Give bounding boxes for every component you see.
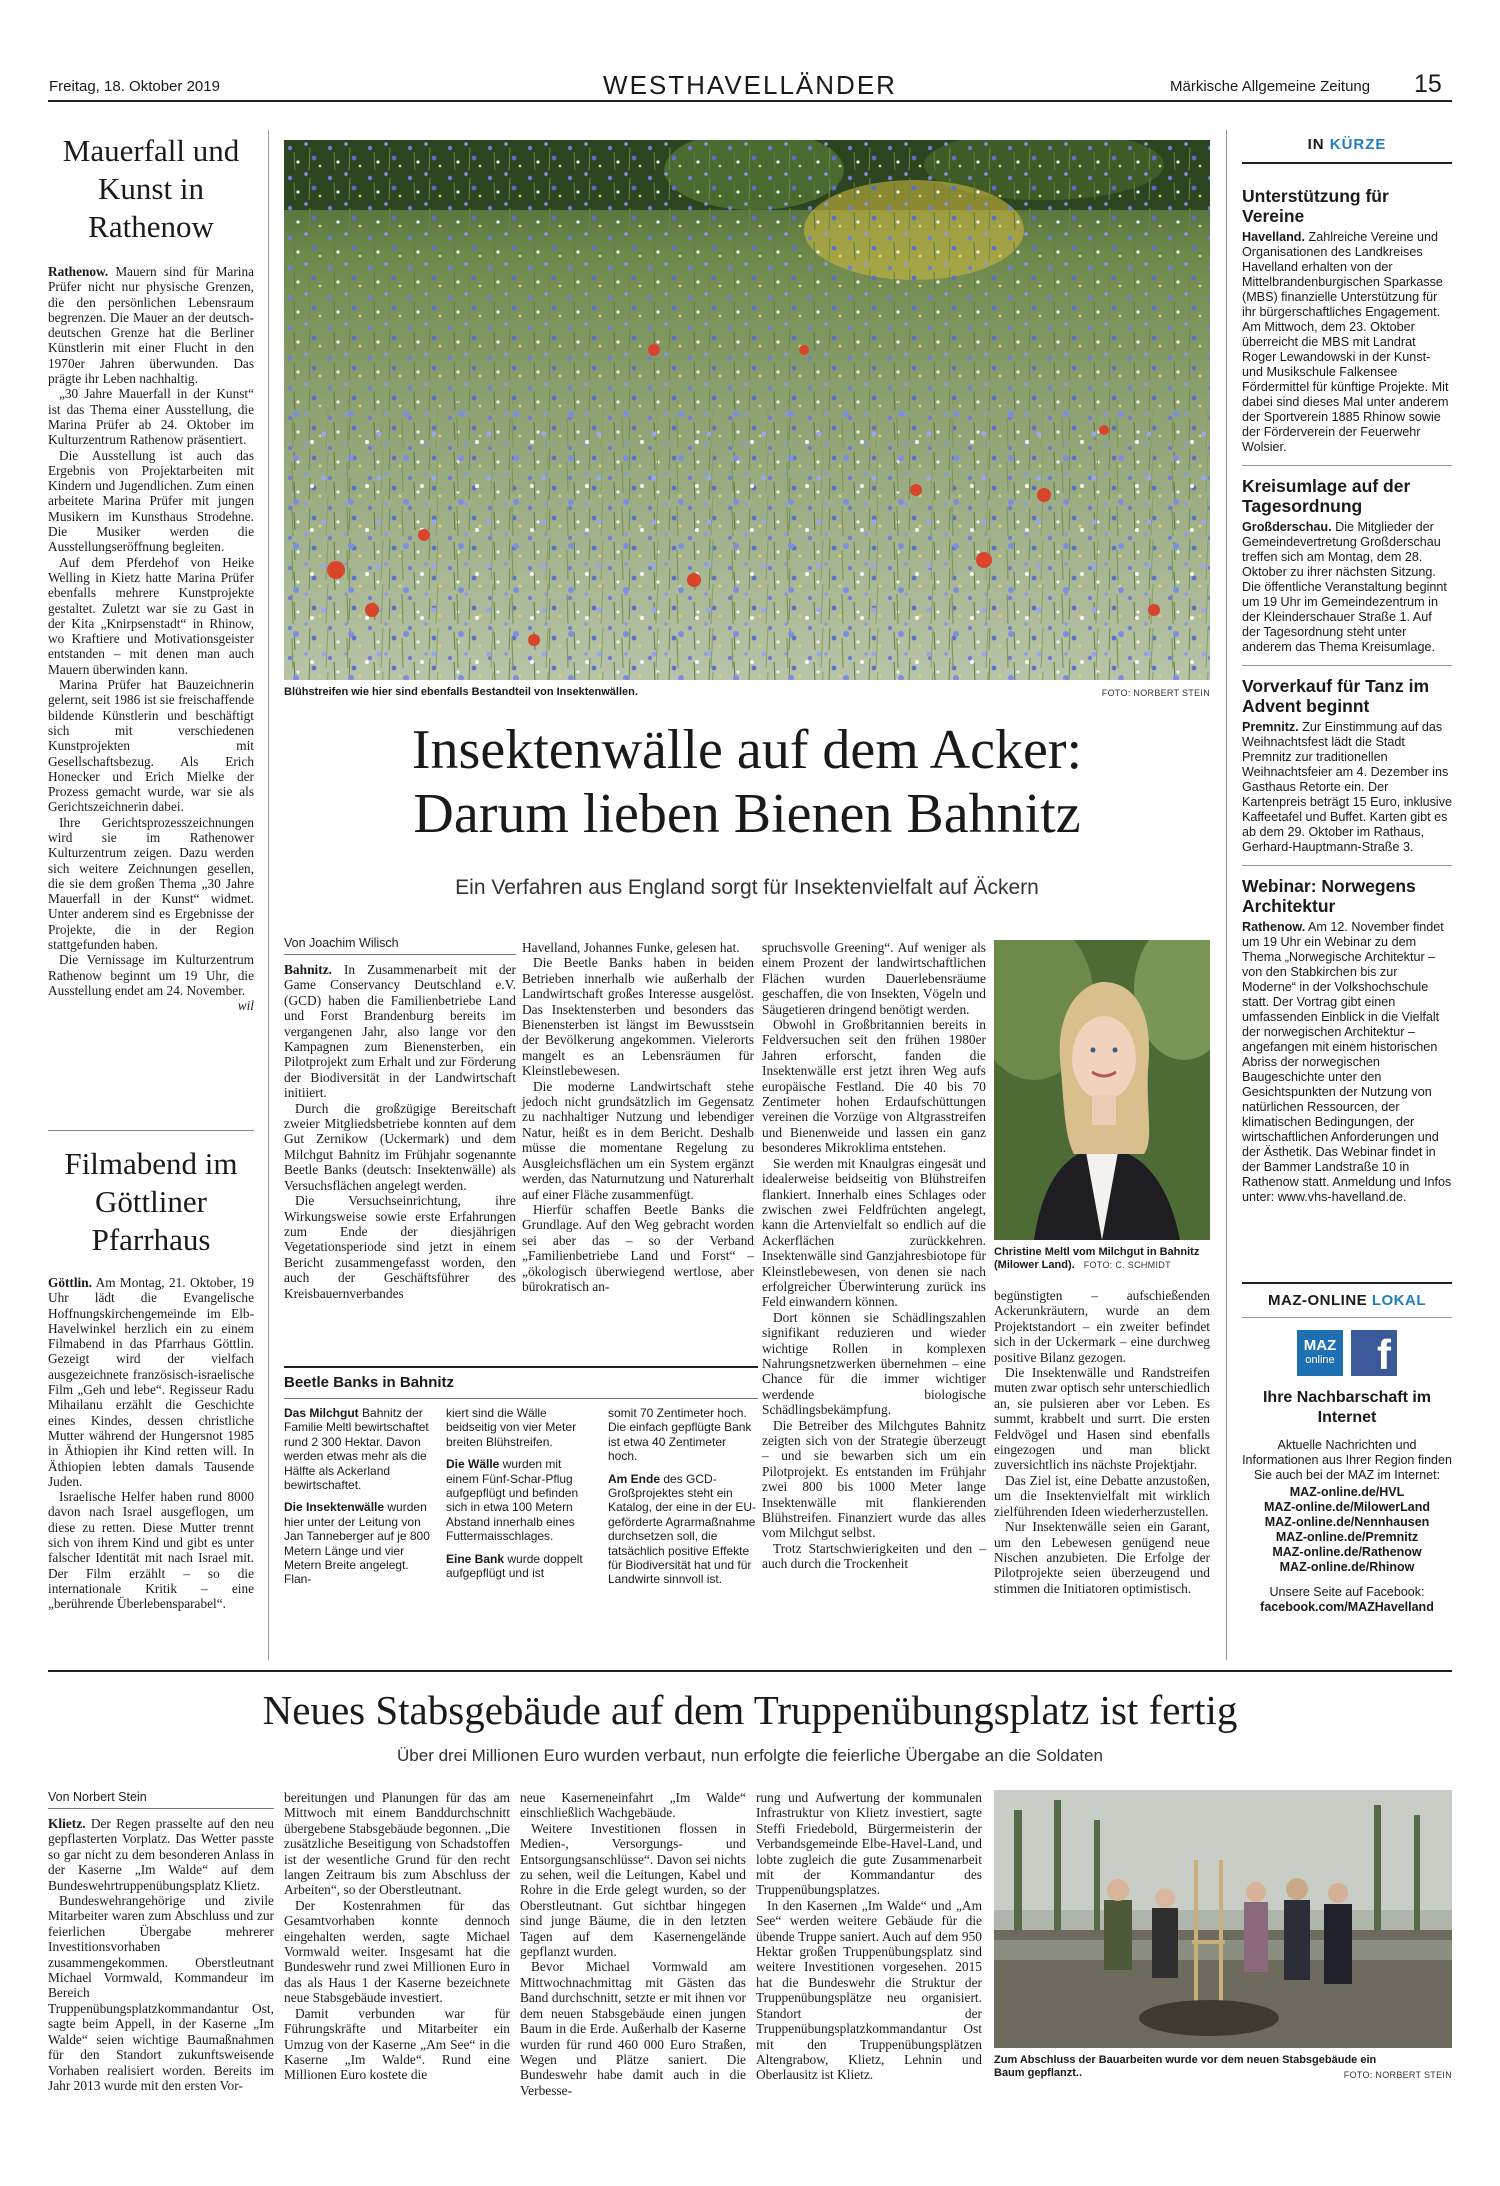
brief-location: Premnitz. (1242, 720, 1299, 734)
maz-box-title (1242, 1292, 1452, 1309)
maz-fb-intro: Unsere Seite auf Facebook: (1269, 1585, 1425, 1599)
main-column-1 (284, 962, 516, 1301)
main-paragraph: Die Betreiber des Milchgutes Bahnitz zeigten sich von der Strategie überzeugt – und sie bewarben sich um ein Pilotprojekt. Es entstanden im Frühjahr zwei 800 bis 1000 Meter lange Insektenwälle mit flankierenden Blühstreifen. Finanziert wurde das alles vom Milchgut selbst. (762, 1417, 986, 1541)
brief-location: Havelland. (1242, 230, 1305, 244)
maz-logo-bottom: online (1305, 1354, 1335, 1366)
brief-location: Rathenow. (1242, 920, 1306, 934)
infobox-column-3 (608, 1406, 758, 1587)
brief-text: Zahlreiche Vereine und Organisationen des Landkreises Havelland erhalten von der Mittelbrandenburgischen Sparkasse (MBS) finanzielle Unterstützung für ihr bürgerschaftliches Engagement. Am Mittwoch, dem 23. Oktober überreicht die MBS mit Landrat Roger Lewandowski in der Kunst- und Musikschule Falkensee Fördermittel für künftige Projekte. Mit dabei sind dieses Mal unter anderem der Sportverein 1885 Rhinow sowie der Förderverein der Feuerwehr Wolsier. (1242, 230, 1449, 454)
brief-location: Großderschau. (1242, 520, 1332, 534)
main-headline (284, 718, 1210, 846)
meadow-photo (284, 140, 1210, 680)
main-paragraph: Hierfür schaffen Beetle Banks die Grundlage. Auf den Weg gebracht worden sei aber das – so der Verband „Familienbetriebe Land und Forst“ – „ökologisch überwiegend wertlose, aber bürokratisch an- (522, 1201, 754, 1294)
bottom-headline: Neues Stabsgebäude auf dem Truppenübungsplatz ist fertig (262, 1687, 1238, 1733)
brief-text: Am 12. November findet um 19 Uhr ein Webinar zu dem Thema „Norwegische Architektur – von den Stabkirchen bis zur Moderne“ in der Volkshochschule statt. Der Vortrag gibt einen umfassenden Einblick in die Vielfalt der norwegischen Architektur – angefangen mit einem historischen Abriss der norwegischen Baugeschichte unter den Gesichtspunkten der Nutzung von natürlichen Ressourcen, der klimatischen Bedingungen, der wirtschaftlichen Anforderungen und der Ästhetik. Das Webinar findet in der Bammer Landstraße 10 in Rathenow statt. Anmeldung und Infos unter: www.vhs-havelland.de. (1242, 920, 1452, 1204)
portrait-photo-image (994, 940, 1210, 1240)
portrait-caption (994, 1246, 1210, 1272)
maz-link[interactable]: MAZ-online.de/Nennhausen (1264, 1515, 1430, 1529)
infobox-title-rule (284, 1398, 758, 1399)
article-lead: Am Montag, 21. Oktober, 19 Uhr lädt die Evangelische Hoffnungskirchengemeinde im Elb-Havelwinkel herzlich ein zu einem Filmabend in das Pfarrhaus Göttlin. Gezeigt wird der vielfach ausgezeichnete französisch-israelische Film „Geh und lebe“. Regisseur Radu Mihailanu erzählt die Geschichte eines Kindes, dessen christliche Mutter während der Hungersnot 1985 in Äthiopien ihr Kind retten will. In Äthiopien lebten damals Tausende Juden. (48, 1275, 254, 1489)
infobox-text: des GCD-Großprojektes steht ein Katalog, der eine in der EU-geförderte Agrarmaßnahme durchsetzen soll, die tatsächlich positive Effekte für Biodiversität hat und für Landwirte sinnvoll ist. (608, 1471, 757, 1587)
main-paragraph: Havelland, Johannes Funke, gelesen hat. (522, 940, 740, 955)
bottom-paragraph: Weitere Investitionen flossen in Medien-, Versorgungs- und Entsorgungsanschlüsse“. Davon sei nichts zu sehen, weil die Leitungen, Kabel und Rohre in die Erde gelegt wurden, so der Oberstleutnant. Gut sichtbar hingegen sind junge Bäume, die in den letzten Tagen auf dem Kasernengelände gepflanzt wurden. (520, 1820, 746, 1960)
main-paragraph: Dort können sie Schädlingszahlen signifikant reduzieren und wieder wichtige Rollen in komplexen Nahrungsnetzwerken übernehmen – eine Chance für die immer wichtiger werdende biologische Schädlingsbekämpfung. (762, 1309, 986, 1418)
infobox-text: wurde doppelt aufgepflügt und ist (446, 1551, 583, 1581)
article-paragraph: Die Vernissage im Kulturzentrum Rathenow beginnt um 19 Uhr, die Ausstellung endet am 24. November. (48, 952, 254, 998)
main-paragraph: Die moderne Landwirtschaft stehe jedoch nicht grundsätzlich im Gegensatz zu nachhaltiger Nutzung und lebendiger Natur, heißt es in dem Bericht. Deshalb müsse die momentane Regelung zu Ausgleichsflächen um ein System ergänzt werden, das Naturnutzung und Naturerhalt auf einer Fläche zusammenfügt. (522, 1078, 754, 1202)
article-paragraph: Israelische Helfer haben rund 8000 davon nach Israel ausgeflogen, um diese zu retten. Diese Mutter trennt sich von ihrem Kind und gibt es unter falscher Identität mit nach Israel mit. Der Film erzählt – so die internationale Kritik – eine „berührende Überlebensparabel“. (48, 1489, 254, 1612)
maz-online-logo[interactable] (1297, 1330, 1343, 1376)
bottom-column-2 (284, 1790, 510, 2083)
sidebar-brief (1242, 186, 1452, 455)
infobox-text: kiert sind die Wälle beidseitig von vier Meter breiten Blühstreifen. (446, 1406, 577, 1449)
brief-separator (1242, 465, 1452, 466)
maz-link[interactable]: MAZ-online.de/Rathenow (1272, 1545, 1422, 1559)
infobox-text: Bahnitz der Familie Meltl bewirtschaftet rund 2 300 Hektar. Davon werden etwas mehr als die Hälfte als Ackerland bewirtschaftet. (284, 1406, 429, 1493)
main-paragraph: Nur Insektenwälle seien ein Garant, um den Lebewesen genügend neue Nischen anzubieten. Die Erfolge der Pilotprojekte seien überzeugend und stimmen die Initiatoren optimistisch. (994, 1519, 1210, 1596)
maz-link[interactable]: MAZ-online.de/HVL (1289, 1485, 1405, 1499)
brief-separator (1242, 665, 1452, 666)
bottom-paragraph: In den Kasernen „Im Walde“ und „Am See“ werden weitere Gebäude für die übende Truppe saniert. Auch auf dem 950 Hektar großen Truppenübungsplatz sind weitere Investitionen vorgesehen. 2015 hat die Bundeswehr die Struktur der Truppenübungsplätze neu organisiert. Standort der Truppenübungsplatzkommandantur Ost mit den Truppenübungsplätzen Altengrabow, Klietz, Lehnin und Oberlausitz ist Klietz. (756, 1897, 982, 2083)
main-subhead: Ein Verfahren aus England sorgt für Insektenvielfalt auf Äckern (455, 876, 1039, 899)
maz-logos (1242, 1330, 1452, 1376)
meadow-photo-credit: FOTO: NORBERT STEIN (1101, 688, 1210, 698)
tree-planting-photo (994, 1790, 1452, 2048)
main-column-2 (522, 940, 754, 1294)
article-paragraph: Ihre Gerichtsprozesszeichnungen wird sie im Rathenower Kulturzentrum zeigen. Dazu werden sich weitere Zeichnungen gesellen, die sie dem großen Thema „30 Jahre Mauerfall in der Kunst“ widmet. Unter anderem sind es Ergebnisse der Projekte, die in der Region stattgefunden haben. (48, 814, 254, 953)
article-headline: Filmabend im Göttliner Pfarrhaus (64, 1146, 238, 1257)
sidebar-briefs (1242, 186, 1452, 1205)
in-kuerze-rule (1242, 162, 1452, 164)
article-paragraph: Die Ausstellung ist auch das Ergebnis von Projektarbeiten mit Kindern und Jugendlichen. Zum einen arbeitete Marina Prüfer mit jungen Musikern im Kunsthaus Strodehne. Die Musiker werden die Ausstellungseröffnung begleiten. (48, 447, 254, 555)
maz-link[interactable]: MAZ-online.de/Rhinow (1279, 1560, 1415, 1574)
bottom-paragraph: Bevor Michael Vormwald am Mittwochnachmittag mit Gästen das Band durchschnitt, setzte er mit ihnen vor dem neuen Stabsgebäude einen jungen Baum in die Erde. Außerhalb der Kaserne wurden für rund 460 000 Euro Straßen, Wegen und Plätze saniert. Die Bundeswehr habe damit auch in die Verbesse- (520, 1959, 746, 2098)
bottom-column-3 (520, 1790, 746, 2098)
sidebar-brief (1242, 676, 1452, 855)
facebook-letter: f (1377, 1331, 1391, 1378)
bottom-paragraph: Klietz. Der Regen prasselte auf den neu gepflasterten Vorplatz. Das Wetter passte so gar nicht zu dem besonderen Anlass in der Kaserne „Im Walde“ auf dem Bundeswehrtruppenübungsplatz Klietz. (48, 1816, 274, 1893)
main-paragraph: Sie werden mit Knaulgras eingesät und idealerweise beidseitig von Blühstreifen flankiert. Innerhalb eines Schlages oder zwischen zwei Feldfrüchten angelegt, kann die Artenvielfalt so endlich auf die Ackerflächen zurückkehren. Insektenwälle sind Ganzjahresbiotope für Kleinstlebewesen, von denen sie nach erfolgreicher Überwinterung zurück ins Feld einwandern können. (762, 1155, 986, 1310)
header-date: Freitag, 18. Oktober 2019 (49, 78, 220, 95)
maz-box (1242, 1292, 1452, 1615)
left-article-mauerfall (48, 132, 254, 1014)
infobox-text: somit 70 Zentimeter hoch. Die einfach gepflügte Bank ist etwa 40 Zentimeter hoch. (608, 1406, 752, 1464)
maz-headline: Ihre Nachbarschaft im Internet (1262, 1389, 1432, 1426)
maz-link[interactable]: MAZ-online.de/Premnitz (1275, 1530, 1419, 1544)
brief-text: Die Mitglieder der Gemeindevertretung Großderschau treffen sich am Montag, dem 28. Oktober zu ihrer nächsten Sitzung. Die öffentliche Veranstaltung beginnt um 19 Uhr im Gemeindezentrum in der Kleinderschauer Straße 1. Auf der Tagesordnung steht unter anderem das Thema Kreisumlage. (1242, 520, 1447, 654)
maz-links (1242, 1485, 1452, 1575)
brief-text: Zur Einstimmung auf das Weihnachtsfest lädt die Stadt Premnitz zur traditionellen Weihnachtsfeier am 4. Dezember ins Gasthaus Retorte ein. Der Kartenpreis beträgt 15 Euro, inklusive Kaffeetafel und Buffet. Karten gibt es ab dem 29. Oktober im Rathaus, Gerhard-Hauptmann-Straße 3. (1242, 720, 1453, 854)
infobox-bold: Das Milchgut (284, 1406, 359, 1420)
infobox-text: wurden mit einem Fünf-Schar-Pflug aufgepflügt und befinden sich in etwa 100 Metern Abstand innerhalb eines Futtermaisschlages. (446, 1457, 579, 1544)
bottom-byline-rule (48, 1808, 274, 1809)
portrait-caption-text: Christine Meltl vom Milchgut in Bahnitz (Milower Land). (994, 1246, 1200, 1271)
infobox-top-rule (284, 1366, 758, 1368)
article-body (48, 264, 254, 1014)
beetle-banks-infobox (284, 1366, 758, 1656)
infobox-bold: Eine Bank (446, 1551, 505, 1566)
maz-title-a: MAZ-ONLINE (1268, 1292, 1368, 1309)
bottom-paragraph: Der Kostenrahmen für das Gesamtvorhaben konnte dennoch eingehalten werden, sagte Michael Vormwald weiter. Insgesamt hat die Bundeswehr rund zwei Millionen Euro in das als Haus 1 der Kaserne bezeichnete neue Stabsgebäude investiert. (284, 1897, 510, 2006)
main-paragraph: Bahnitz. In Zusammenarbeit mit der Game Conservancy Deutschland e.V. (GCD) haben die Familienbetriebe Land und Forst Brandenburg bereits im vergangenen Jahr, also lange vor den Kampagnen zum Bienensterben, ein Pilotprojekt zum Erhalt und zur Förderung der Biodiversität in der Landwirtschaft initiiert. (284, 962, 516, 1101)
tree-planting-credit: FOTO: NORBERT STEIN (1343, 2070, 1452, 2080)
infobox-column-1 (284, 1406, 434, 1587)
maz-fb-link[interactable]: facebook.com/MAZHavelland (1260, 1600, 1434, 1614)
right-column-divider (1226, 130, 1227, 1660)
facebook-logo-icon[interactable] (1351, 1330, 1397, 1376)
portrait-credit: FOTO: C. SCHMIDT (1083, 1260, 1171, 1270)
tree-planting-caption: Zum Abschluss der Bauarbeiten wurde vor dem neuen Stabsgebäude ein Baum gepflanzt.. (994, 2054, 1377, 2079)
infobox-bold: Die Insektenwälle (284, 1500, 385, 1515)
main-paragraph: begünstigten – aufschießenden Ackerunkräutern, wurde an dem Projektstandort – ein zweiter befindet sich in der Uckermark – eine durchweg positive Bilanz gezogen. (994, 1288, 1210, 1365)
article-author-short: wil (237, 998, 254, 1014)
in-kuerze-in: IN (1307, 136, 1325, 153)
main-headline-line-2: Darum lieben Bienen Bahnitz (413, 783, 1081, 845)
maz-title-b: LOKAL (1371, 1292, 1426, 1309)
maz-link[interactable]: MAZ-online.de/MilowerLand (1264, 1500, 1430, 1514)
header-paper: Märkische Allgemeine Zeitung (1170, 78, 1371, 95)
bottom-paragraph: Bundeswehrangehörige und zivile Mitarbeiter waren zum Abschluss und zur feierlichen Übergabe mehrerer Investitionsvorhaben zusammengekommen. Oberstleutnant Michael Vormwald, Kommandeur im Bereich Truppenübungsplatzkommandantur Ost, sagte beim Appell, in der Kaserne „Im Walde“ seien wichtige Baumaßnahmen für den Standort zukunftsweisende Vorhaben realisiert worden. Bereits im Jahr 2013 wurde mit den ersten Vor- (48, 1893, 274, 2093)
sidebar-brief (1242, 476, 1452, 655)
maz-box-title-rule (1242, 1317, 1452, 1318)
main-headline-line-1: Insektenwälle auf dem Acker: (411, 719, 1083, 781)
header-page-number: 15 (1414, 70, 1442, 98)
brief-separator (1242, 865, 1452, 866)
maz-box-top-rule (1242, 1282, 1452, 1284)
main-column-4 (994, 1288, 1210, 1596)
article-headline: Mauerfall und Kunst in Rathenow (62, 133, 240, 244)
main-paragraph: Das Ziel ist, eine Debatte anzustoßen, um die Insektenvielfalt mit wirklich zielführenden Ideen wiederherzustellen. (994, 1472, 1210, 1519)
article-paragraph: „30 Jahre Mauerfall in der Kunst“ ist das Thema einer Ausstellung, die Marina Prüfer ab 24. Oktober im Kulturzentrum Rathenow präsentiert. (48, 386, 254, 448)
brief-headline: Kreisumlage auf der Tagesordnung (1242, 476, 1411, 516)
article-paragraph: Auf dem Pferdehof von Heike Welling in Kietz hatte Marina Prüfer ebenfalls mehrere Kunstprojekte gestaltet. Zuletzt war sie zu Gast in der Kita „Knirpsenstadt“ in Rhinow, wo Kraftiere und Motivationsgeister entstanden – mit denen man auch Mauern überwinden kann. (48, 554, 254, 677)
header-rule (48, 100, 1452, 102)
bottom-subhead: Über drei Millionen Euro wurden verbaut, nun erfolgte die feierliche Übergabe an die Soldaten (397, 1746, 1103, 1765)
main-byline: Von Joachim Wilisch (284, 936, 399, 950)
main-paragraph: Durch die großzügige Bereitschaft zweier Mitgliedsbetriebe konnten auf dem Gut Zernikow (Uckermark) und dem Milchgut Bahnitz im Frühjahr sogenannte Beetle Banks (deutsch: Insektenwälle) als Versuchsflächen angelegt werden. (284, 1100, 516, 1193)
bottom-paragraph: Damit verbunden war für Führungskräfte und Mitarbeiter ein Umzug von der Kaserne „Am See“ in die Kaserne „Im Walde“. Rund eine Millionen Euro kostete die (284, 2005, 510, 2083)
infobox-bold: Die Wälle (446, 1457, 500, 1472)
sidebar-brief (1242, 876, 1452, 1205)
tree-planting-photo-image (994, 1790, 1452, 2048)
brief-headline: Webinar: Norwegens Architektur (1242, 876, 1416, 916)
bottom-column-4 (756, 1790, 982, 2083)
main-paragraph: Die Versuchseinrichtung, ihre Wirkungsweise sowie erste Erfahrungen zum Ende der diesjährigen Vegetationsperiode sind jetzt in einem Bericht zusammengefasst worden, den auch der Geschäftsführer des Kreisbauernverbandes (284, 1193, 516, 1301)
main-column-3 (762, 940, 986, 1572)
article-location: Rathenow. (48, 264, 109, 279)
left-article-separator (48, 1130, 254, 1131)
brief-headline: Unterstützung für Vereine (1242, 186, 1389, 226)
in-kuerze-kuerze: KÜRZE (1329, 136, 1387, 153)
maz-intro: Aktuelle Nachrichten und Informationen aus Ihrer Region finden Sie auch bei der MAZ im Internet: (1242, 1438, 1452, 1482)
main-paragraph: Die Beetle Banks haben in beiden Betrieben innerhalb wie außerhalb der Landwirtschaft großes Interesse ausgelöst. Das Insektensterben und besonders das Bienensterben ist längst im Bewusstsein der Bevölkerung angekommen. Vielerorts mangelt es an Lebensräumen für Kleinstlebewesen. (522, 955, 754, 1079)
bottom-paragraph: rung und Aufwertung der kommunalen Infrastruktur von Klietz investiert, sagte Steffi Friedebold, Bürgermeisterin der Verbandsgemeinde Elbe-Havel-Land, und lobte zugleich die gute Zusammenarbeit mit der Kommandantur des Truppenübungsplatzes. (756, 1790, 982, 1898)
infobox-text: wurden hier unter der Leitung von Jan Tanneberger auf je 800 Metern Länge und vier Metern Breite angelegt. Flan- (284, 1500, 430, 1587)
portrait-photo (994, 940, 1210, 1240)
infobox-bold: Am Ende (608, 1471, 661, 1486)
infobox-title: Beetle Banks in Bahnitz (284, 1374, 455, 1391)
article-location: Göttlin. (48, 1275, 92, 1290)
bottom-byline: Von Norbert Stein (48, 1790, 147, 1804)
header-section: WESTHAVELLÄNDER (603, 70, 897, 100)
left-column-divider (268, 130, 269, 1660)
maz-logo-top: MAZ (1303, 1337, 1337, 1354)
bottom-paragraph: bereitungen und Planungen für das am Mittwoch mit einem Banddurchschnitt übergebene Stabsgebäude begonnen. „Die zusätzliche Beseitigung von Schadstoffen ist der wesentliche Grund für den recht langen Zeitraum bis zum Abschluss der Arbeiten“, so der Oberstleutnant. (284, 1790, 510, 1898)
bottom-paragraph: neue Kaserneneinfahrt „Im Walde“ einschließlich Wachgebäude. (520, 1790, 746, 1821)
article-paragraph: Marina Prüfer hat Bauzeichnerin gelernt, seit 1986 ist sie freischaffende bildende Künstlerin und beschäftigt sich mit verschiedenen Kunstprojekten mit Gesellschaftsbezug. Als Erich Honecker und Erich Mielke der Prozess gemacht wurde, war sie als Gerichtszeichnerin dabei. (48, 677, 254, 815)
article-lead: Mauern sind für Marina Prüfer nicht nur physische Grenzen, die den persönlichen Lebensraum begrenzen. Die Mauer an der deutsch-deutschen Grenze hat die Berliner Künstlerin mit einer Flucht in den 1970er Jahren überwunden. Das prägte ihr Leben nachhaltig. (48, 264, 254, 387)
meadow-photo-caption: Blühstreifen wie hier sind ebenfalls Bestandteil von Insektenwällen. (284, 686, 638, 698)
article-body (48, 1275, 254, 1612)
infobox-column-2 (446, 1406, 596, 1580)
main-byline-rule (284, 954, 516, 955)
main-paragraph: Die Insektenwälle und Randstreifen muten zwar optisch sehr unterschiedlich an, sie pulsieren aber vor Leben. Es summt, krabbelt und surrt. Die ersten Feldvögel und Hasen sind ebenfalls eingezogen und man blickt zuversichtlich ins nächste Projektjahr. (994, 1365, 1210, 1473)
bottom-article-rule (48, 1670, 1452, 1672)
left-article-filmabend (48, 1145, 254, 1612)
in-kuerze-label (1242, 136, 1452, 153)
meadow-photo-image (284, 140, 1210, 680)
main-paragraph: Obwohl in Großbritannien bereits in Feldversuchen seit den frühen 1980er Jahren erforscht, fanden die Insektenwälle erst jetzt ihren Weg aufs europäische Festland. Die 40 bis 70 Zentimeter hohen Erdaufschüttungen vereinen die Vorzüge von Altgrasstreifen und Bienenweide und lassen ein ganz besonderes Mikroklima entstehen. (762, 1017, 986, 1156)
main-paragraph: spruchsvolle Greening“. Auf weniger als einem Prozent der landwirtschaftlichen Flächen wurden Dauerlebensräume geschaffen, die von Insekten, Vögeln und Säugetieren dringend benötigt werden. (762, 940, 986, 1017)
main-paragraph: Trotz Startschwierigkeiten und den – auch durch die Trockenheit (762, 1540, 986, 1572)
brief-headline: Vorverkauf für Tanz im Advent beginnt (1242, 676, 1430, 716)
bottom-column-1 (48, 1816, 274, 2093)
